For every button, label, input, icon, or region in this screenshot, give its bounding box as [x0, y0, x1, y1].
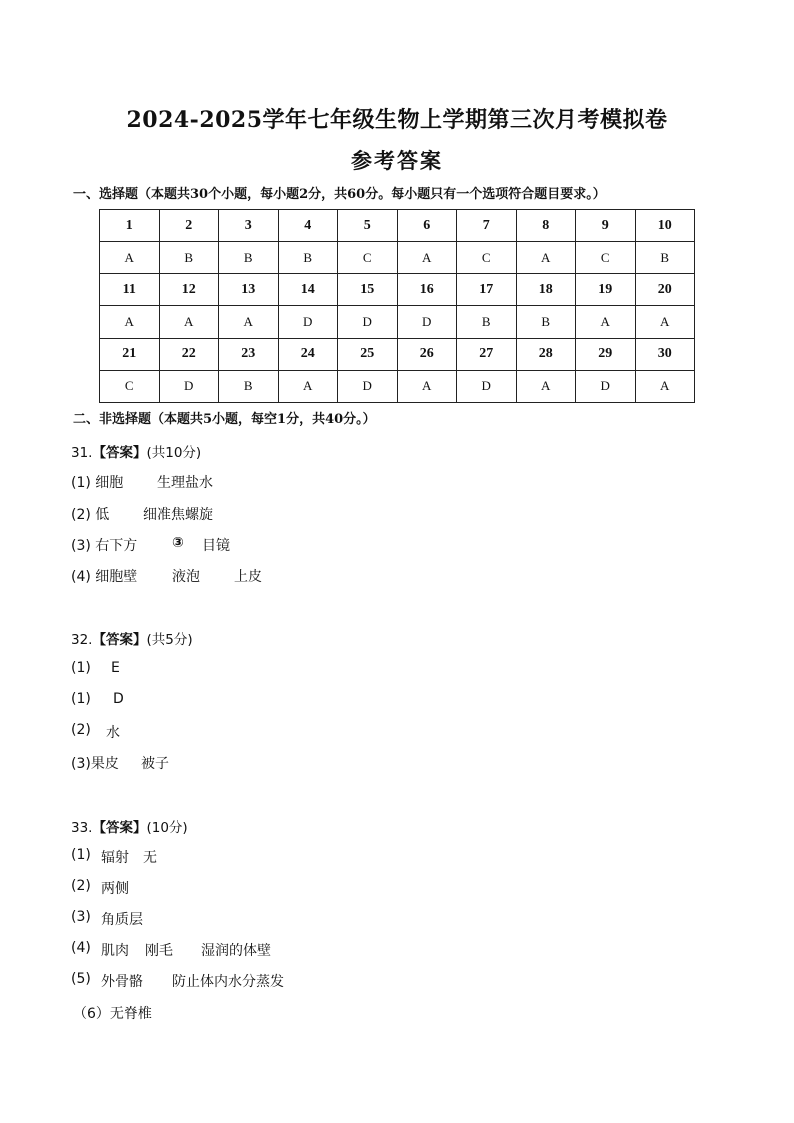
answer-part: D: [113, 691, 124, 707]
answer-part: (1) 细胞: [71, 475, 124, 491]
question-number: 8: [516, 210, 576, 242]
answer-part: (1): [71, 691, 91, 707]
question-number: 12: [159, 274, 219, 306]
answer-cell: C: [457, 242, 517, 274]
question-number: 2: [159, 210, 219, 242]
question-number: 22: [159, 338, 219, 370]
q33-heading: [71, 816, 188, 836]
table-row-answers: [100, 242, 695, 274]
answer-part: (5): [71, 971, 91, 987]
page-subtitle: 参考答案: [351, 148, 443, 173]
q33-number: 33.: [71, 820, 93, 836]
answer-cell: B: [635, 242, 695, 274]
question-number: 30: [635, 338, 695, 370]
question-number: 24: [278, 338, 338, 370]
question-number: 10: [635, 210, 695, 242]
answer-cell: B: [159, 242, 219, 274]
page-title: 2024-2025学年七年级生物上学期第三次月考模拟卷: [126, 107, 668, 133]
answer-cell: B: [457, 306, 517, 338]
question-number: 5: [338, 210, 398, 242]
answer-cell: D: [278, 306, 338, 338]
answer-part: 细准焦螺旋: [143, 507, 213, 523]
answer-cell: C: [100, 370, 160, 402]
question-number: 14: [278, 274, 338, 306]
answer-part: (2): [71, 878, 91, 894]
question-number: 13: [219, 274, 279, 306]
table-row-answers: [100, 306, 695, 338]
answer-cell: C: [576, 242, 636, 274]
answer-part: 上皮: [234, 569, 262, 585]
answer-cell: A: [100, 242, 160, 274]
answer-part: E: [111, 660, 120, 676]
answer-part: （6）无脊椎: [73, 1006, 152, 1022]
question-number: 29: [576, 338, 636, 370]
answer-cell: A: [219, 306, 279, 338]
answer-part: (4): [71, 940, 91, 956]
answer-cell: A: [397, 370, 457, 402]
answer-part: 液泡: [172, 569, 200, 585]
answer-part: 被子: [141, 756, 169, 772]
q32-number: 32.: [71, 632, 93, 648]
q32-answer-tag: 【答案】: [92, 632, 147, 648]
question-number: 15: [338, 274, 398, 306]
question-number: 26: [397, 338, 457, 370]
answer-cell: A: [516, 242, 576, 274]
question-number: 4: [278, 210, 338, 242]
q31-heading: [71, 441, 201, 461]
answer-cell: A: [516, 370, 576, 402]
answer-part: 肌肉: [101, 943, 129, 959]
table-row-numbers: [100, 274, 695, 306]
answer-cell: A: [397, 242, 457, 274]
answer-cell: D: [338, 306, 398, 338]
answer-cell: C: [338, 242, 398, 274]
question-number: 23: [219, 338, 279, 370]
q31-score: (共10分): [146, 445, 202, 461]
answer-cell: D: [338, 370, 398, 402]
answer-cell: B: [219, 370, 279, 402]
question-number: 7: [457, 210, 517, 242]
q33-score: (10分): [146, 820, 188, 836]
q32-heading: [71, 628, 193, 648]
question-number: 17: [457, 274, 517, 306]
answer-part: (3)果皮: [71, 756, 119, 772]
answer-part: 无: [143, 850, 157, 866]
answer-cell: A: [278, 370, 338, 402]
question-number: 3: [219, 210, 279, 242]
answer-cell: A: [159, 306, 219, 338]
answer-part: 刚毛: [145, 943, 173, 959]
answer-part: (1): [71, 660, 91, 676]
question-number: 16: [397, 274, 457, 306]
question-number: 9: [576, 210, 636, 242]
q31-number: 31.: [71, 445, 93, 461]
q32-score: (共5分): [146, 632, 193, 648]
question-number: 6: [397, 210, 457, 242]
answer-cell: A: [576, 306, 636, 338]
answer-part: (1): [71, 847, 91, 863]
question-number: 19: [576, 274, 636, 306]
answer-part: 角质层: [101, 912, 143, 928]
question-number: 20: [635, 274, 695, 306]
section-heading-nonchoice: 二、非选择题（本题共5小题，每空1分，共40分。）: [73, 412, 376, 427]
answer-part: 水: [106, 725, 120, 741]
table-row-numbers: [100, 210, 695, 242]
answer-cell: D: [159, 370, 219, 402]
answer-cell: A: [100, 306, 160, 338]
q31-answer-tag: 【答案】: [92, 445, 147, 461]
answer-part: (3): [71, 909, 91, 925]
table-row-numbers: [100, 338, 695, 370]
answer-part: (4) 细胞壁: [71, 569, 138, 585]
answer-cell: A: [635, 306, 695, 338]
answer-part: ③: [172, 535, 184, 551]
answer-part: 湿润的体壁: [201, 943, 271, 959]
answer-cell: D: [397, 306, 457, 338]
question-number: 28: [516, 338, 576, 370]
answer-part: (2) 低: [71, 507, 110, 523]
question-number: 27: [457, 338, 517, 370]
answer-table: [99, 209, 695, 403]
question-number: 21: [100, 338, 160, 370]
question-number: 1: [100, 210, 160, 242]
answer-cell: D: [457, 370, 517, 402]
answer-part: 辐射: [101, 850, 129, 866]
answer-cell: B: [219, 242, 279, 274]
question-number: 11: [100, 274, 160, 306]
section-heading-choice: 一、选择题（本题共30个小题，每小题2分，共60分。每小题只有一个选项符合题目要求。）: [73, 187, 606, 202]
answer-part: 目镜: [202, 538, 230, 554]
answer-part: 防止体内水分蒸发: [172, 974, 284, 990]
q33-answer-tag: 【答案】: [92, 820, 147, 836]
table-row-answers: [100, 370, 695, 402]
answer-cell: A: [635, 370, 695, 402]
question-number: 25: [338, 338, 398, 370]
answer-part: (2): [71, 722, 91, 738]
answer-cell: D: [576, 370, 636, 402]
answer-cell: B: [516, 306, 576, 338]
question-number: 18: [516, 274, 576, 306]
answer-part: 外骨骼: [101, 974, 143, 990]
answer-part: (3) 右下方: [71, 538, 138, 554]
answer-part: 生理盐水: [157, 475, 213, 491]
answer-cell: B: [278, 242, 338, 274]
answer-part: 两侧: [101, 881, 129, 897]
